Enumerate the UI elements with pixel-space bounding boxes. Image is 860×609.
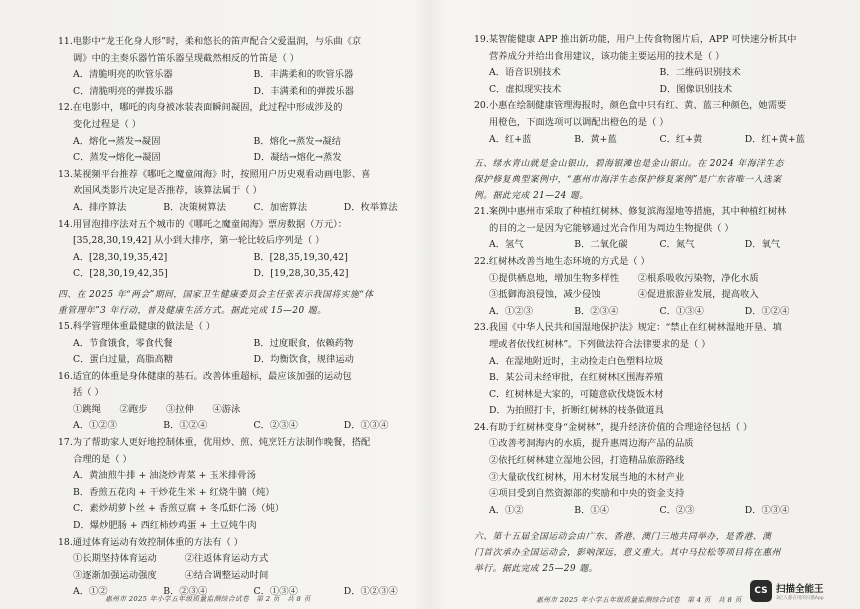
options-row: [58, 67, 434, 84]
option: C．②③: [659, 504, 695, 516]
question-17: 17.为了帮助家人更好地控制体重，优用炒、煎、炖烹饪方法制作晚餐，搭配 合理的是（ ） A．黄油煎牛排 + 油浇炒青菜 + 玉米排骨汤 B．香煎五花肉 + 干炒花生米 + 红烧牛腩（炖） C．素炒胡萝卜丝 + 香煎豆腐 + 冬瓜虾仁汤（炖） D．爆炒肥肠 + 西红柿炒鸡蛋 + 土豆炖牛肉: [58, 435, 434, 535]
option: B．②③④: [163, 586, 208, 598]
option: B．二维码识别技术: [659, 67, 741, 79]
option: D．氧气: [744, 239, 781, 251]
option: D．为拍照打卡，折断红树林的枝条做道具: [489, 405, 664, 417]
option: B．某公司未经审批，在红树林区围海养殖: [489, 372, 664, 384]
option: C．氮气: [659, 239, 695, 251]
choice-list: ②依托红树林建立湿地公园，打造精品旅游路线: [489, 455, 685, 467]
option: D．[19,28,30,35,42]: [253, 268, 349, 280]
option: D．枚举算法: [343, 201, 398, 213]
question-15: 15.科学管理体重最健康的做法是（ ） A．节食饿食，零食代餐 B．过度眠食，依赖药物 C．蛋白过量，高脂高糖 D．均衡饮食，规律运动: [58, 319, 434, 369]
option: A．节食饿食，零食代餐: [73, 337, 173, 349]
option: A．①②③: [489, 305, 533, 317]
question-text: 的目的之一是因为它能够通过光合作用为周边生物提供（ ）: [489, 222, 734, 234]
option: B．丰满柔和的吹管乐器: [253, 69, 354, 81]
option: D．①③④: [343, 420, 389, 432]
choice-list: ③大量砍伐红树林，用木材发展当地的木材产业: [489, 471, 685, 483]
question-text: 红树林改善当地生态环境的方式是（ ）: [488, 255, 650, 267]
question-18: 18.通过体育运动有效控制体重的方法有（ ） ①长期坚持体育运动 ②往返体育运动方式 ③逐渐加强运动强度 ④结合调整运动时间 A．①② B．②③④ C．①③④ D．①②③④: [58, 535, 434, 601]
section-5-intro: 五、绿水青山就是金山银山，碧海银滩也是金山银山。在 2024 年海洋生态 保护修复典型案例中，“惠州市海洋生态保护修复案例”是广东省唯一入选案 例。据此完成 21—24 题。: [474, 159, 784, 202]
option: D．凝结→熔化→蒸发: [253, 152, 342, 164]
section-6-intro: 六、第十五届全国运动会由广东、香港、澳门三地共同举办，是香港、澳 门首次承办全国运动会，影响深远，意义重大。其中马拉松等项目将在惠州 举行。据此完成 25—29 题。: [474, 532, 781, 575]
question-text: 欢国风类影片决定是否推荐，该算法属于（ ）: [73, 185, 262, 197]
option: A．氢气: [489, 239, 524, 251]
option: A．[28,30,19,35,42]: [73, 251, 168, 263]
option: C．加密算法: [253, 201, 308, 213]
question-16: 16.适宜的体重是身体健康的基石。改善体重超标，最应该加强的运动包 括（ ） ①跳绳 ②跑步 ③拉伸 ④游泳 A．①②③ B．①②④ C．②③④ D．①③④: [58, 369, 434, 435]
question-text: 括（ ）: [73, 387, 104, 399]
options-row: [58, 200, 434, 217]
left-page: [58, 34, 434, 601]
option: C．清脆明亮的弹拨乐器: [73, 85, 174, 97]
right-page: [474, 32, 830, 577]
choice-list: ①提供栖息地，增加生物多样性 ②根系吸收污染物，净化水质: [489, 272, 759, 284]
options-row: [58, 418, 434, 435]
options-row: [58, 336, 434, 353]
question-text: 用冒泡排序法对五个城市的《哪吒之魔童闹海》票房数据（万元）：: [72, 218, 348, 230]
watermark-tagline: 3亿人都在用的扫描App: [776, 596, 824, 601]
question-text: 某智能健康 APP 推出新功能，用户上传食物图片后，APP 可快速分析其中: [488, 34, 797, 45]
option: A．①②③: [73, 420, 117, 432]
question-text: 通过体育运动有效控制体重的方法有（ ）: [72, 536, 244, 548]
question-text: 有助于红树林变身“金树林”，提升经济价值的合理途径包括（ ）: [488, 421, 753, 433]
option: B．过度眠食，依赖药物: [253, 337, 354, 349]
question-text: 埋或者依伐红树林”。下列做法符合法律要求的是（ ）: [489, 338, 711, 350]
choice-list: ③逐渐加强运动强度 ④结合调整运动时间: [73, 569, 269, 581]
choice-list: ①长期坚持体育运动 ②往返体育运动方式: [73, 553, 269, 565]
question-20: 20.小惠在绘制健康管理海报时，颜色盒中只有红、黄、蓝三种颜色，她需要 用橙色，下面选项可以调配出橙色的是（ ） A．红+蓝 B．黄+蓝 C．红+黄 D．红+黄+蓝: [474, 98, 830, 148]
options-row: [58, 134, 434, 151]
watermark-name: 扫描全能王: [776, 584, 824, 595]
option: C．蒸发→熔化→凝固: [73, 152, 161, 164]
options-row: [474, 82, 830, 99]
choice-list: ③抵御海浪侵蚀，减少侵蚀 ④促进旅游业发展，提高收入: [489, 289, 759, 301]
question-13: 13.某视频平台推荐《哪吒之魔童闹海》时，按照用户历史观看动画电影、喜 欢国风类影片决定是否推荐，该算法属于（ ） A．排序算法 B．决策树算法 C．加密算法 D．枚举算法: [58, 167, 434, 217]
question-text: 变化过程是（ ）: [73, 118, 142, 130]
option: A．语音识别技术: [489, 67, 561, 79]
options-row: [58, 266, 434, 283]
option: D．丰满柔和的弹拨乐器: [253, 85, 354, 97]
option: D．均衡饮食，规律运动: [253, 354, 354, 366]
question-text: 用橙色，下面选项可以调配出橙色的是（ ）: [489, 116, 669, 128]
question-text: 我国《中华人民共和国湿地保护法》规定：“禁止在红树林湿地开垦、填: [488, 322, 782, 334]
option: B．①④: [574, 504, 609, 516]
option: C．虚拟现实技术: [489, 83, 562, 95]
option: C．①③④: [253, 586, 298, 598]
question-text: 电影中“龙王化身人形”时，柔和悠长的笛声配合父爱温润，与乐曲《京: [72, 36, 362, 47]
option: A．在湿地附近时，主动捡走白色塑料垃圾: [489, 355, 664, 367]
camscanner-watermark: [750, 579, 854, 603]
option: B．①②④: [163, 420, 208, 432]
option: A．清脆明亮的吹管乐器: [73, 69, 173, 81]
option: C．蛋白过量，高脂高糖: [73, 354, 174, 366]
option: A．熔化→蒸发→凝固: [73, 135, 161, 147]
option: A．红+蓝: [489, 133, 532, 145]
question-text: 合理的是（ ）: [73, 453, 132, 465]
question-text: 案例中惠州市采取了种植红树林、修复滨海湿地等措施，其中种植红树林: [488, 206, 787, 218]
option: A．①②: [489, 504, 524, 516]
option: C．素炒胡萝卜丝 + 香煎豆腐 + 冬瓜虾仁汤（炖）: [73, 503, 285, 515]
question-text: 适宜的体重是身体健康的基石。改善体重超标，最应该加强的运动包: [72, 370, 352, 382]
question-text: 某视频平台推荐《哪吒之魔童闹海》时，按照用户历史观看动画电影、喜: [72, 168, 371, 180]
option: C．②③④: [253, 420, 298, 432]
question-text: 科学管理体重最健康的做法是（ ）: [72, 320, 216, 332]
options-row: [58, 84, 434, 101]
options-row: [474, 503, 830, 520]
question-text: [35,28,30,19,42] 从小到大排序，第一轮比较后序列是（ ）: [73, 235, 325, 247]
option: C．红+黄: [659, 133, 703, 145]
option: D．爆炒肥肠 + 西红柿炒鸡蛋 + 土豆炖牛肉: [73, 520, 257, 532]
question-text: 小惠在绘制健康管理海报时，颜色盒中只有红、黄、蓝三种颜色，她需要: [488, 100, 787, 112]
choice-list: ①跳绳 ②跑步 ③拉伸 ④游泳: [73, 403, 241, 415]
option: A．①②: [73, 586, 108, 598]
option: B．黄+蓝: [574, 133, 617, 145]
page-footer-right: 惠州市 2025 年小学五年级质量监测综合试卷 第 4 页 共 8 页: [536, 596, 742, 604]
section-4-intro: 四、在 2025 年“两会”期间，国家卫生健康委员会主任张表示我国将实施“体 重管理年”3 年行动，普及健康生活方式。据此完成 15—20 题。: [58, 289, 374, 316]
option: D．①②③④: [343, 586, 398, 598]
options-row: [474, 237, 830, 254]
option: B．香煎五花肉 + 干炒花生米 + 红烧牛腩（炖）: [73, 486, 275, 498]
question-text: 为了帮助家人更好地控制体重，优用炒、煎、炖烹饪方法制作晚餐，搭配: [72, 437, 371, 449]
option: D．①②④: [744, 305, 790, 317]
question-11: 11.电影中“龙王化身人形”时，柔和悠长的笛声配合父爱温润，与乐曲《京 调》中的主奏乐器竹笛乐器呈现截然相反的竹笛是（ ） A．清脆明亮的吹管乐器 B．丰满柔和的吹管乐器 C．清脆明亮的弹拨乐器 D．丰满柔和的弹拨乐器: [58, 34, 434, 100]
choice-list: ④项目受到自然资源部的奖励和中央的资金支持: [489, 488, 685, 500]
option: A．排序算法: [73, 201, 127, 213]
question-14: 14.用冒泡排序法对五个城市的《哪吒之魔童闹海》票房数据（万元）： [35,28,30,19,42] 从小到大排序，第一轮比较后序列是（ ） A．[28,30,19,35,42] B．[28,35,19,30,42] C．[28,30,19,42,35] D．[19,28,30,35,42]: [58, 217, 434, 283]
options-row: [58, 250, 434, 267]
option: B．二氧化碳: [574, 239, 628, 251]
question-text: 在电影中，哪吒的肉身被冰装表面瞬间凝固，此过程中形成涉及的: [72, 102, 343, 114]
options-row: [58, 352, 434, 369]
option: C．红树林是大家的，可随意砍伐烧饭木材: [489, 388, 664, 400]
page-footer-left: 惠州市 2025 年小学五年级质量监测综合试卷 第 2 页 共 8 页: [105, 595, 311, 603]
option: B．[28,35,19,30,42]: [253, 251, 348, 263]
question-24: 24.有助于红树林变身“金树林”，提升经济价值的合理途径包括（ ） ①改善考洞海内的水质，提升惠周边海产品的品质 ②依托红树林建立湿地公园，打造精品旅游路线 ③大量砍伐红树林，用木材发展当地的木材产业 ④项目受到自然资源部的奖励和中央的资金支持 A．①② B．①④ C．②③ D．①③④: [474, 420, 830, 520]
choice-list: ①改善考洞海内的水质，提升惠周边海产品的品质: [489, 438, 694, 450]
camscanner-logo-icon: CS: [750, 580, 772, 602]
question-23: 23.我国《中华人民共和国湿地保护法》规定：“禁止在红树林湿地开垦、填 埋或者依伐红树林”。下列做法符合法律要求的是（ ） A．在湿地附近时，主动捡走白色塑料垃圾 B．某公司未经审批，在红树林区围海养殖 C．红树林是大家的，可随意砍伐烧饭木材 D．为拍照打卡，折断红树林的枝条做道具: [474, 320, 830, 420]
question-21: 21.案例中惠州市采取了种植红树林、修复滨海湿地等措施，其中种植红树林 的目的之一是因为它能够通过光合作用为周边生物提供（ ） A．氢气 B．二氧化碳 C．氮气 D．氧气: [474, 204, 830, 254]
option: C．[28,30,19,42,35]: [73, 268, 168, 280]
option: A．黄油煎牛排 + 油浇炒青菜 + 玉米排骨汤: [73, 470, 256, 482]
option: B．熔化→蒸发→凝结: [253, 135, 341, 147]
option: B．决策树算法: [163, 201, 226, 213]
option: D．①③④: [744, 504, 790, 516]
options-row: [58, 150, 434, 167]
option: D．红+黄+蓝: [744, 133, 805, 145]
question-22: 22.红树林改善当地生态环境的方式是（ ） ①提供栖息地，增加生物多样性 ②根系吸收污染物，净化水质 ③抵御海浪侵蚀，减少侵蚀 ④促进旅游业发展，提高收入 A．①②③ B．②③④ C．①③④ D．①②④: [474, 254, 830, 320]
options-row: [474, 304, 830, 321]
options-row: [474, 132, 830, 149]
question-text: 营养成分并给出食用建议，该功能主要运用的技术是（ ）: [489, 50, 725, 62]
option: D．图像识别技术: [659, 83, 733, 95]
option: B．②③④: [574, 305, 619, 317]
question-19: 19.某智能健康 APP 推出新功能，用户上传食物图片后，APP 可快速分析其中 营养成分并给出食用建议，该功能主要运用的技术是（ ） A．语音识别技术 B．二维码识别技术 C．虚拟现实技术 D．图像识别技术: [474, 32, 830, 98]
question-text: 调》中的主奏乐器竹笛乐器呈现截然相反的竹笛是（ ）: [73, 52, 300, 64]
option: C．①③④: [659, 305, 704, 317]
options-row: [474, 65, 830, 82]
question-12: 12.在电影中，哪吒的肉身被冰装表面瞬间凝固，此过程中形成涉及的 变化过程是（ ） A．熔化→蒸发→凝固 B．熔化→蒸发→凝结 C．蒸发→熔化→凝固 D．凝结→熔化→蒸发: [58, 100, 434, 166]
